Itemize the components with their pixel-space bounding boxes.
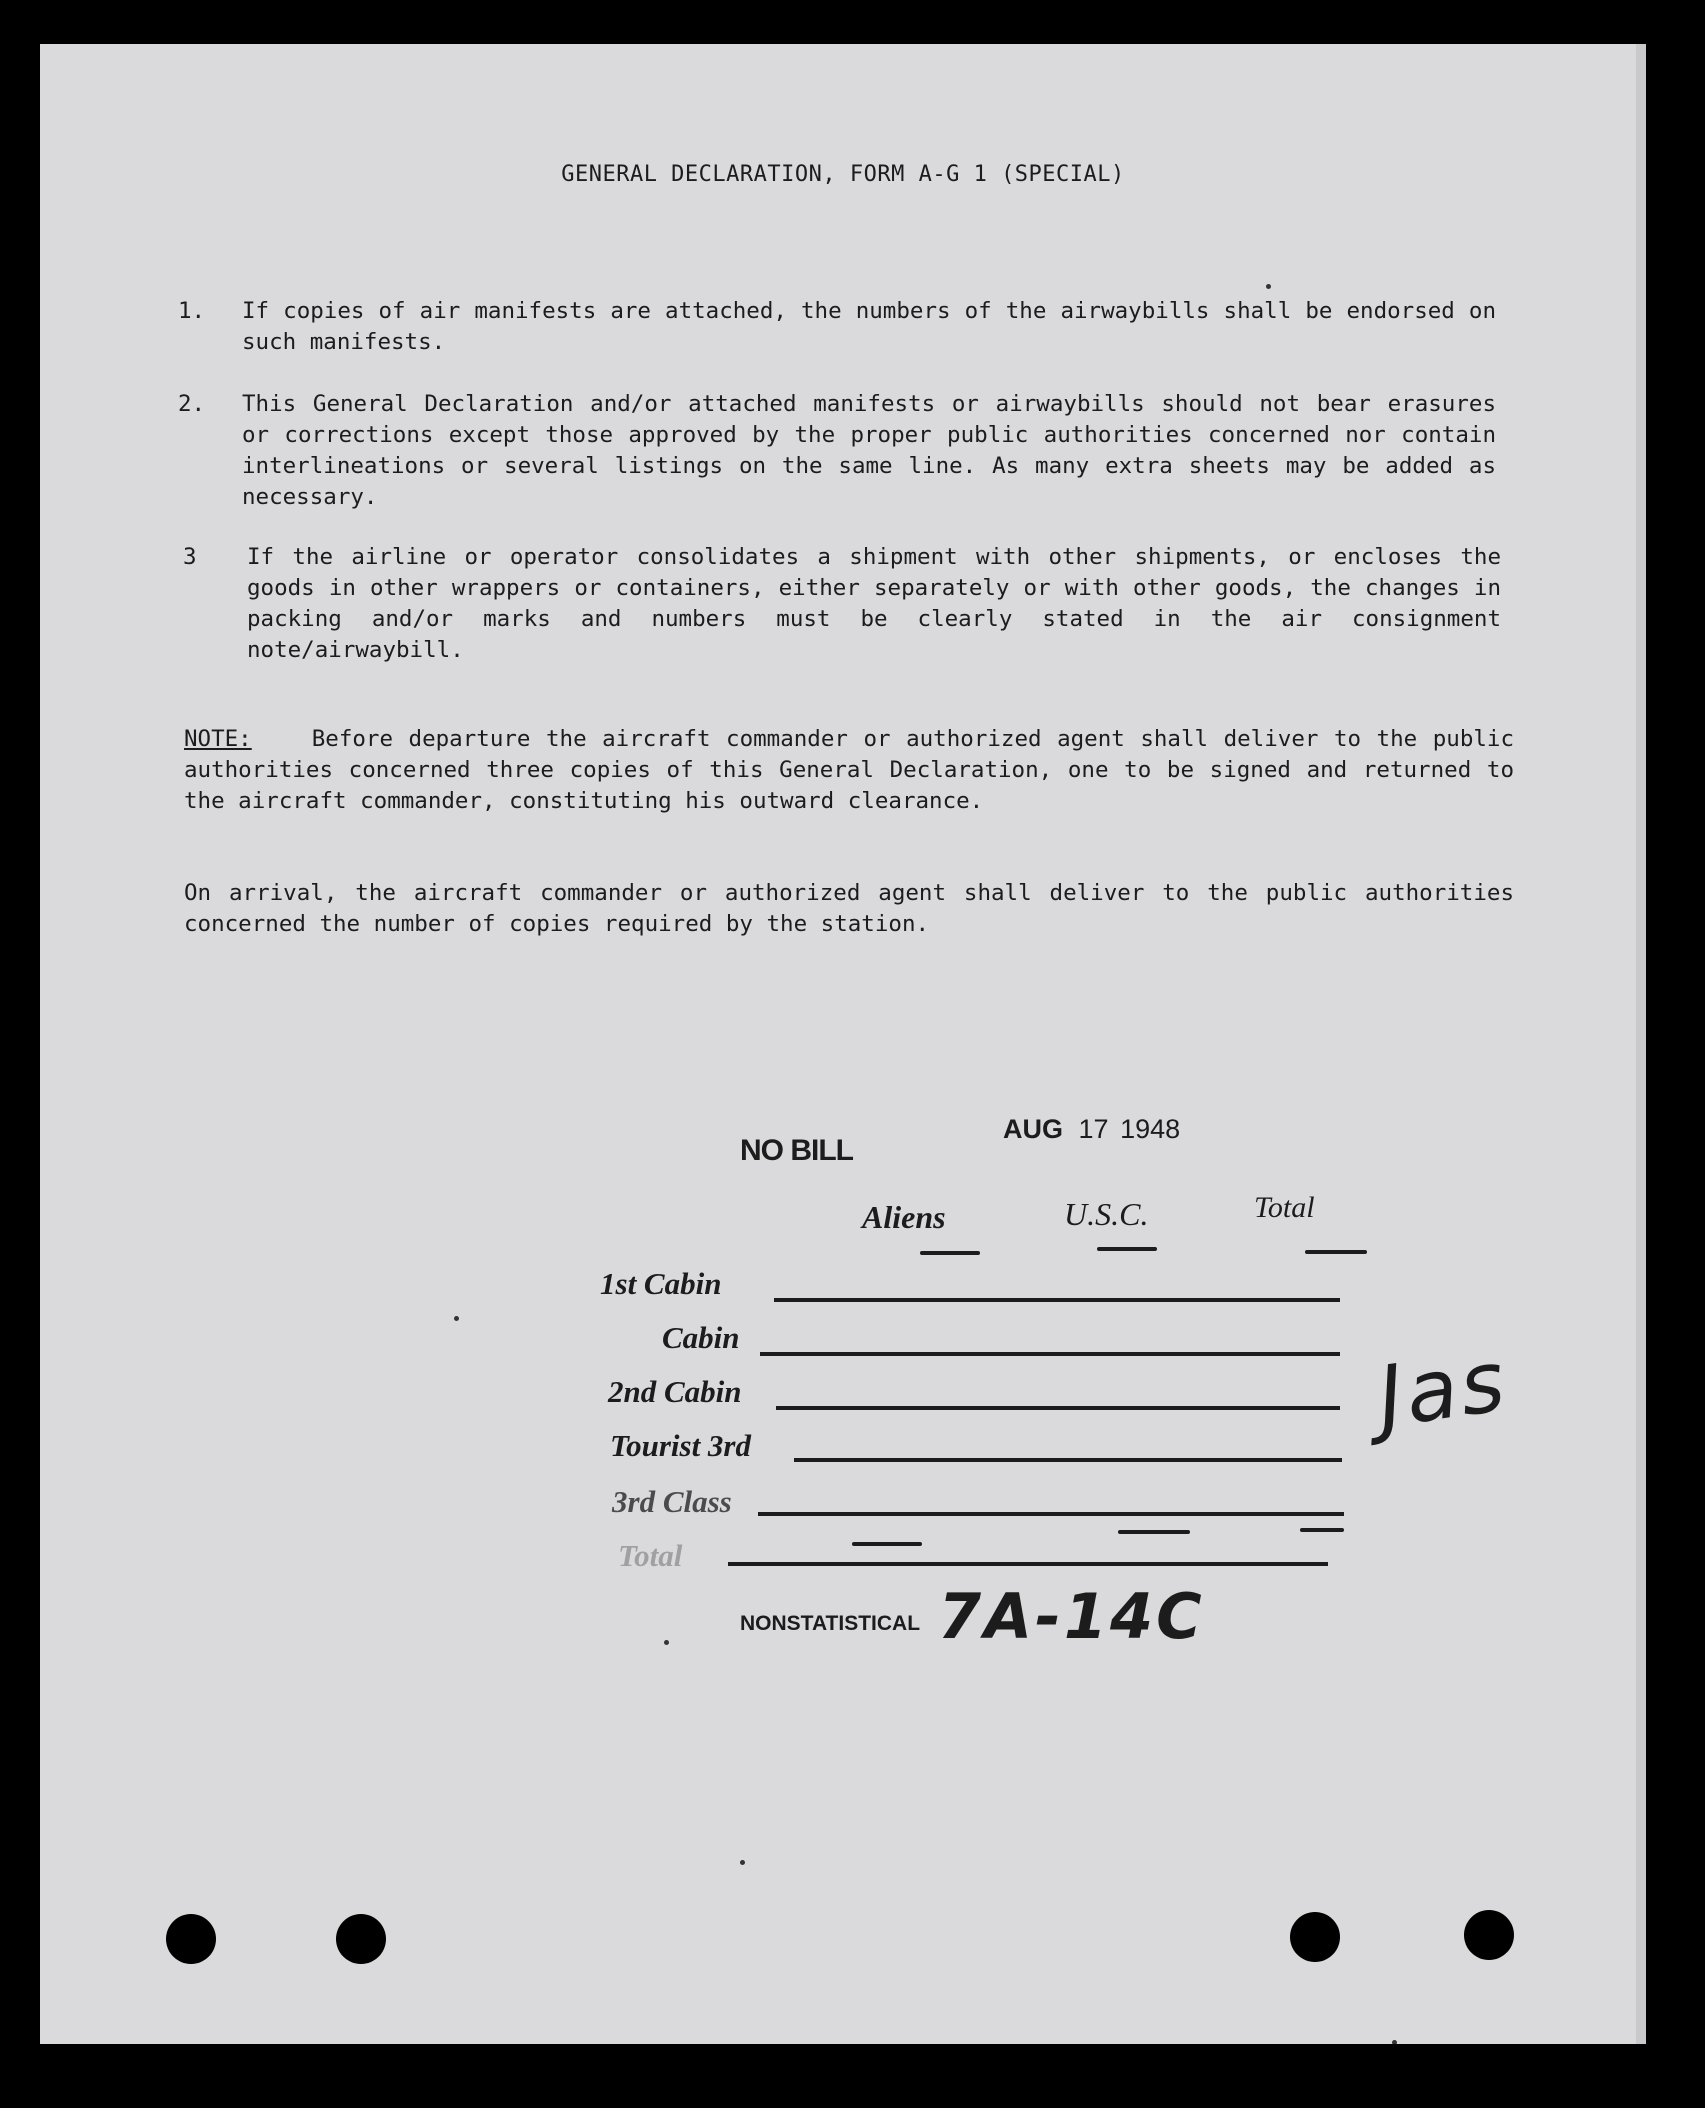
ink-speck [740,1860,745,1865]
instruction-number: 2. [178,391,206,417]
mark-dash [1305,1250,1367,1254]
mark-dash [1118,1530,1190,1534]
row-label-3rd-class: 3rd Class [612,1484,732,1519]
ink-speck [664,1640,669,1645]
row-label-2nd-cabin: 2nd Cabin [608,1374,742,1409]
mark-dash [1300,1528,1344,1532]
punch-hole [1464,1910,1514,1960]
ink-speck [454,1316,459,1321]
date-day: 17 [1078,1114,1109,1144]
mark-dash [920,1251,980,1255]
departure-note [184,724,1514,817]
row-line [794,1458,1342,1462]
punch-hole [336,1914,386,1964]
arrival-note: On arrival, the aircraft commander or authorized agent shall deliver to the public authorities concerned the number of copies required by the station. [184,880,1514,937]
no-bill-stamp: NO BILL [740,1134,853,1167]
instruction-number: 3 [183,544,197,570]
row-label-tourist-3rd: Tourist 3rd [610,1428,751,1463]
note-lead: NOTE: [184,726,252,752]
column-aliens: Aliens [862,1199,946,1235]
mark-dash [852,1542,922,1546]
mark-dash [1097,1247,1157,1251]
date-stamp [1003,1114,1180,1145]
ink-speck [1266,284,1271,289]
initials-signature: Jas [1371,1331,1514,1447]
row-line [776,1406,1340,1410]
punch-hole [1290,1912,1340,1962]
column-usc: U.S.C. [1064,1196,1149,1232]
row-label-total: Total [618,1538,683,1573]
form-title: GENERAL DECLARATION, FORM A-G 1 (SPECIAL) [561,162,1125,187]
note-text: Before departure the aircraft commander or authorized agent shall deliver to the public authorities concerned three copies of this General Declaration, one to be signed and returned to the aircraft commander, constituting his outward clearance. [184,726,1514,814]
punch-hole [166,1914,216,1964]
row-label-1st-cabin: 1st Cabin [600,1266,722,1301]
date-month: AUG [1003,1114,1063,1144]
instruction-text: If the airline or operator consolidates a shipment with other shipments, or encloses the goods in other wrappers or containers, either separately or with other goods, the changes in packing and/or marks and numbers must be clearly stated in the air consignment note/airwaybill. [247,544,1501,663]
document-page [40,44,1646,2044]
row-line [758,1512,1344,1516]
instruction-number: 1. [178,298,206,324]
row-line [760,1352,1340,1356]
row-label-cabin: Cabin [662,1320,740,1355]
nonstatistical-stamp: NONSTATISTICAL [740,1612,921,1635]
row-line [728,1562,1328,1566]
instruction-text: If copies of air manifests are attached, the numbers of the airwaybills shall be endorsed on such manifests. [242,298,1496,355]
handwritten-code: 7A-14C [938,1580,1205,1653]
column-total: Total [1254,1191,1315,1224]
ink-speck [1392,2040,1397,2044]
row-line [774,1298,1340,1302]
page-edge [1636,44,1646,2044]
date-year: 1948 [1120,1114,1181,1144]
instruction-text: This General Declaration and/or attached manifests or airwaybills should not bear erasures or corrections except those approved by the proper public authorities concerned nor contain interlineations or several listings on the same line. As many extra sheets may be added as necessary. [242,391,1496,510]
